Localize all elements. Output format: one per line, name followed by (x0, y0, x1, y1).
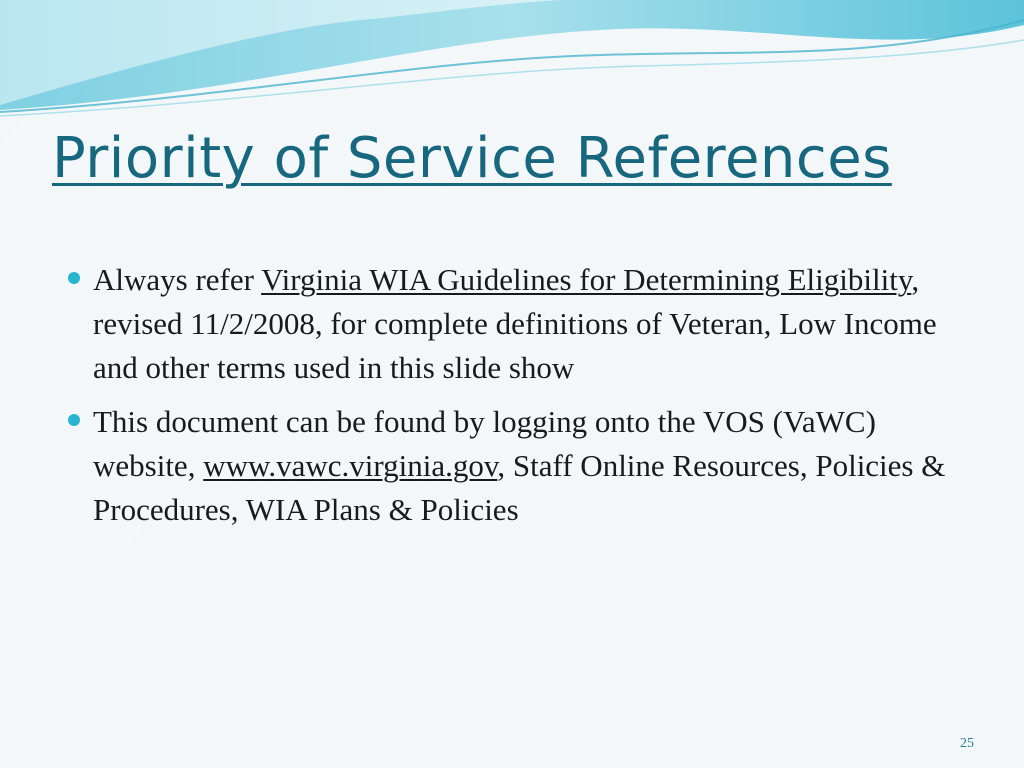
bullet-text-prefix: Always refer (93, 262, 262, 297)
slide-title: Priority of Service References (52, 126, 892, 191)
bullet-item-guidelines (66, 258, 966, 390)
slide-number: 25 (960, 736, 974, 751)
bullet-icon (68, 272, 80, 284)
bullet-icon (68, 414, 80, 426)
guidelines-document-link[interactable]: Virginia WIA Guidelines for Determining Eligibility (261, 262, 912, 297)
bullet-text-prefix: This document can be found by logging onto the VOS (VaWC) website, (93, 404, 876, 483)
bullet-list (66, 258, 966, 542)
bullet-item-website (66, 400, 966, 532)
vawc-website-link[interactable]: www.vawc.virginia.gov (203, 448, 498, 483)
bullet-text-suffix: , Staff Online Resources, Policies & Procedures, WIA Plans & Policies (93, 448, 946, 527)
bullet-text-suffix: , revised 11/2/2008, for complete definitions of Veteran, Low Income and other terms used in this slide show (93, 262, 937, 385)
header-wave-decoration (0, 0, 1024, 120)
